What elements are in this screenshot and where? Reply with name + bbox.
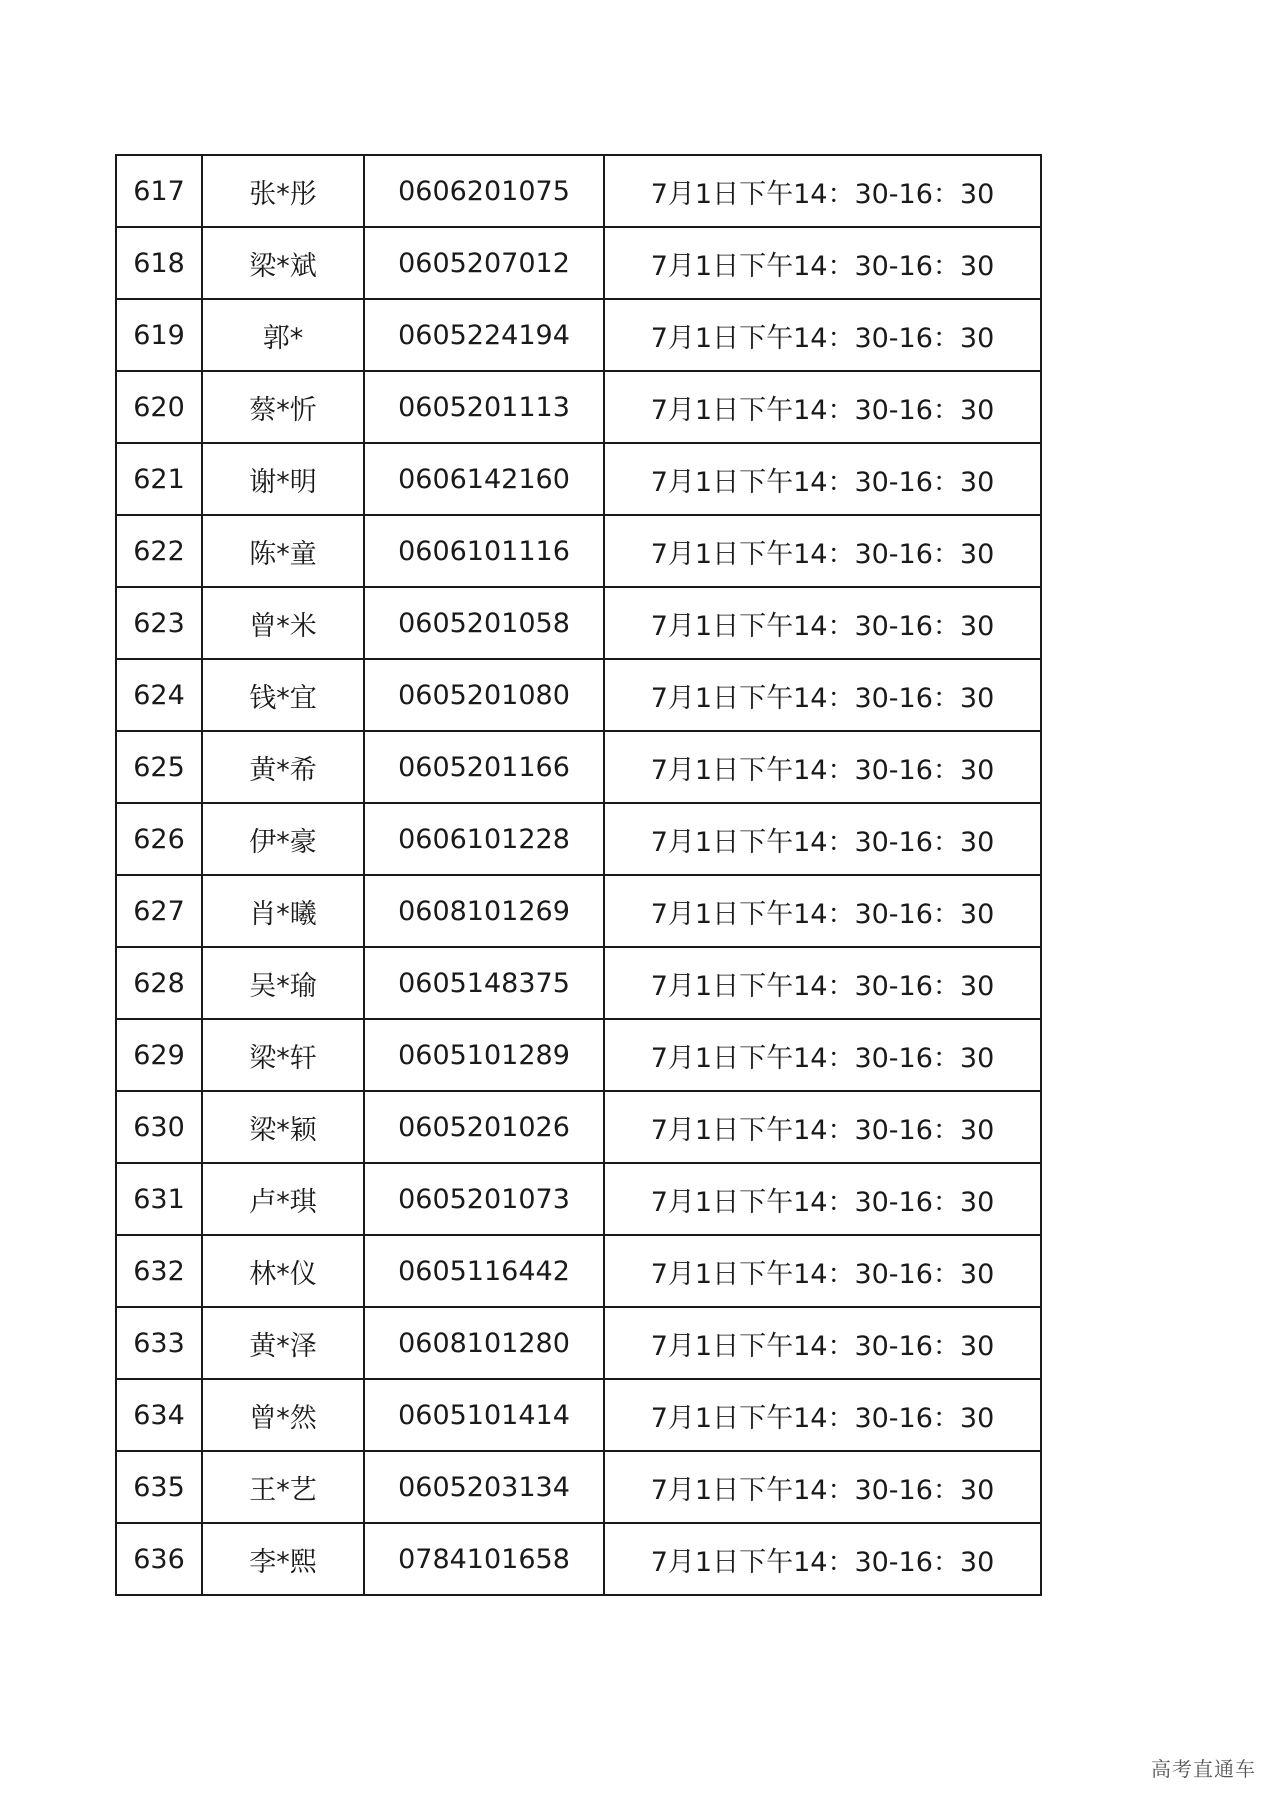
row-number-cell: 626: [116, 803, 202, 875]
student-id-cell: 0605201058: [364, 587, 604, 659]
row-number-cell: 623: [116, 587, 202, 659]
table-row: [116, 731, 1041, 803]
exam-time-cell: 7月1日下午14：30-16：30: [604, 1235, 1041, 1307]
exam-time-cell: 7月1日下午14：30-16：30: [604, 1091, 1041, 1163]
row-number-cell: 632: [116, 1235, 202, 1307]
table-row: [116, 803, 1041, 875]
table-row: [116, 1379, 1041, 1451]
watermark-text: 高考直通车: [1151, 1757, 1256, 1781]
exam-time-cell: 7月1日下午14：30-16：30: [604, 371, 1041, 443]
row-number-cell: 619: [116, 299, 202, 371]
student-name-cell: 郭*: [202, 299, 364, 371]
student-id-cell: 0605201073: [364, 1163, 604, 1235]
exam-time-cell: 7月1日下午14：30-16：30: [604, 659, 1041, 731]
student-id-cell: 0605207012: [364, 227, 604, 299]
exam-time-cell: 7月1日下午14：30-16：30: [604, 875, 1041, 947]
student-id-cell: 0606101228: [364, 803, 604, 875]
student-id-cell: 0605148375: [364, 947, 604, 1019]
table-row: [116, 587, 1041, 659]
student-id-cell: 0605201026: [364, 1091, 604, 1163]
student-name-cell: 钱*宜: [202, 659, 364, 731]
exam-time-cell: 7月1日下午14：30-16：30: [604, 1451, 1041, 1523]
student-id-cell: 0606201075: [364, 155, 604, 227]
row-number-cell: 622: [116, 515, 202, 587]
exam-time-cell: 7月1日下午14：30-16：30: [604, 443, 1041, 515]
row-number-cell: 628: [116, 947, 202, 1019]
table-row: [116, 1163, 1041, 1235]
student-name-cell: 王*艺: [202, 1451, 364, 1523]
exam-time-cell: 7月1日下午14：30-16：30: [604, 1163, 1041, 1235]
student-id-cell: 0605203134: [364, 1451, 604, 1523]
table-row: [116, 1091, 1041, 1163]
student-id-cell: 0605224194: [364, 299, 604, 371]
student-name-cell: 李*熙: [202, 1523, 364, 1595]
table-row: [116, 515, 1041, 587]
exam-time-cell: 7月1日下午14：30-16：30: [604, 731, 1041, 803]
student-name-cell: 曾*然: [202, 1379, 364, 1451]
row-number-cell: 625: [116, 731, 202, 803]
student-name-cell: 伊*豪: [202, 803, 364, 875]
exam-time-cell: 7月1日下午14：30-16：30: [604, 515, 1041, 587]
table-row: [116, 1235, 1041, 1307]
row-number-cell: 633: [116, 1307, 202, 1379]
student-id-cell: 0605201113: [364, 371, 604, 443]
student-id-cell: 0605116442: [364, 1235, 604, 1307]
exam-time-cell: 7月1日下午14：30-16：30: [604, 1523, 1041, 1595]
exam-time-cell: 7月1日下午14：30-16：30: [604, 1019, 1041, 1091]
row-number-cell: 618: [116, 227, 202, 299]
exam-time-cell: 7月1日下午14：30-16：30: [604, 227, 1041, 299]
row-number-cell: 629: [116, 1019, 202, 1091]
table-row: [116, 947, 1041, 1019]
exam-time-cell: 7月1日下午14：30-16：30: [604, 803, 1041, 875]
student-name-cell: 卢*琪: [202, 1163, 364, 1235]
exam-time-cell: 7月1日下午14：30-16：30: [604, 587, 1041, 659]
student-name-cell: 吴*瑜: [202, 947, 364, 1019]
table-row: [116, 1523, 1041, 1595]
student-name-cell: 黄*希: [202, 731, 364, 803]
row-number-cell: 631: [116, 1163, 202, 1235]
table-row: [116, 299, 1041, 371]
table-body: [116, 155, 1041, 1595]
student-id-cell: 0605201080: [364, 659, 604, 731]
table-row: [116, 227, 1041, 299]
exam-time-cell: 7月1日下午14：30-16：30: [604, 299, 1041, 371]
student-name-cell: 陈*童: [202, 515, 364, 587]
row-number-cell: 636: [116, 1523, 202, 1595]
student-name-cell: 蔡*忻: [202, 371, 364, 443]
student-name-cell: 黄*泽: [202, 1307, 364, 1379]
exam-time-cell: 7月1日下午14：30-16：30: [604, 947, 1041, 1019]
table-row: [116, 1019, 1041, 1091]
table-row: [116, 659, 1041, 731]
exam-time-cell: 7月1日下午14：30-16：30: [604, 1307, 1041, 1379]
row-number-cell: 630: [116, 1091, 202, 1163]
row-number-cell: 617: [116, 155, 202, 227]
student-name-cell: 肖*曦: [202, 875, 364, 947]
student-name-cell: 梁*轩: [202, 1019, 364, 1091]
row-number-cell: 621: [116, 443, 202, 515]
student-id-cell: 0605101289: [364, 1019, 604, 1091]
table-row: [116, 875, 1041, 947]
student-id-cell: 0608101269: [364, 875, 604, 947]
student-id-cell: 0606101116: [364, 515, 604, 587]
student-id-cell: 0608101280: [364, 1307, 604, 1379]
student-id-cell: 0606142160: [364, 443, 604, 515]
row-number-cell: 634: [116, 1379, 202, 1451]
table-row: [116, 1307, 1041, 1379]
student-id-cell: 0605201166: [364, 731, 604, 803]
student-id-cell: 0784101658: [364, 1523, 604, 1595]
student-schedule-table: [115, 154, 1042, 1596]
student-name-cell: 张*彤: [202, 155, 364, 227]
row-number-cell: 624: [116, 659, 202, 731]
student-name-cell: 曾*米: [202, 587, 364, 659]
table-row: [116, 371, 1041, 443]
student-name-cell: 梁*颖: [202, 1091, 364, 1163]
student-id-cell: 0605101414: [364, 1379, 604, 1451]
row-number-cell: 635: [116, 1451, 202, 1523]
table-row: [116, 155, 1041, 227]
table-row: [116, 443, 1041, 515]
row-number-cell: 627: [116, 875, 202, 947]
student-name-cell: 林*仪: [202, 1235, 364, 1307]
exam-time-cell: 7月1日下午14：30-16：30: [604, 155, 1041, 227]
student-name-cell: 谢*明: [202, 443, 364, 515]
exam-time-cell: 7月1日下午14：30-16：30: [604, 1379, 1041, 1451]
row-number-cell: 620: [116, 371, 202, 443]
table-row: [116, 1451, 1041, 1523]
student-name-cell: 梁*斌: [202, 227, 364, 299]
